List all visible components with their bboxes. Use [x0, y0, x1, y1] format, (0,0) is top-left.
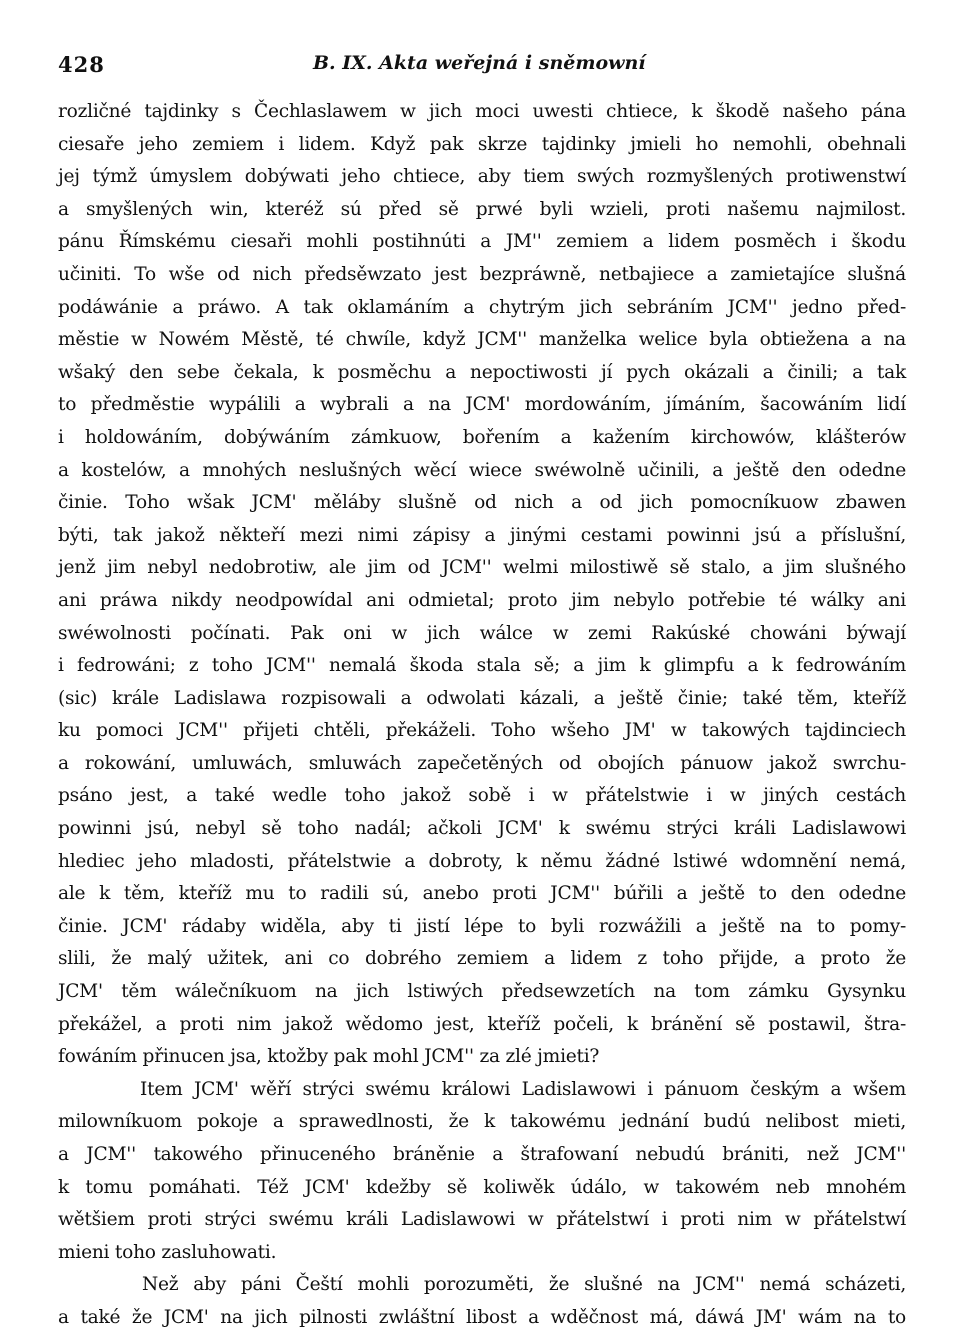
running-head — [58, 52, 906, 82]
text-line: ku pomoci JCM'' přijeti chtěli, překáželi. Toho wšeho JM' w takowých tajdinciech — [58, 720, 906, 742]
text-line: fowáním přinucen jsa, ktožby pak mohl JCM'' za zlé jmieti? — [58, 1046, 600, 1068]
text-line: a smyšlených win, kteréž sú před sě prwé byli wzieli, proti našemu najmilost. — [58, 198, 906, 220]
text-line: a kostelów, a mnohých neslušných wěcí wiece swéwolně učinili, a ještě den odedne — [58, 459, 906, 481]
body-text — [58, 96, 906, 1335]
text-line: jenž jim nebyl nedobrotiw, ale jim od JCM'' welmi milostiwě sě stalo, a jim slušného — [58, 557, 906, 579]
text-line: to předměstie wypálili a wybrali a na JCM' mordowáním, jímáním, šacowáním lidí — [58, 394, 906, 416]
text-line: psáno jest, a také wedle toho jakož sobě i w přátelstwie i w jiných cestách — [58, 785, 906, 807]
text-line: překážel, a proti nim jakož wědomo jest, kteříž počeli, k bránění sě postawil, štra- — [58, 1013, 906, 1035]
text-line: a JCM'' takowého přinuceného bráněnie a štrafowaní nebudú brániti, než JCM'' — [58, 1144, 906, 1165]
text-line: a rokowání, umluwách, smluwách zapečetěných od obojích pánuow jakož swrchu- — [58, 752, 906, 774]
text-line: jej týmž úmyslem dobýwati jeho chtiece, aby tiem swých rozmyšlených protiwenstwí — [58, 166, 906, 188]
text-line: Než aby páni Čeští mohli porozuměti, že slušné na JCM'' nemá scházeti, — [142, 1274, 906, 1296]
text-line: ani práwa nikdy neodpowídal ani odmietal; proto jim nebylo potřebie té wálky ani — [58, 589, 906, 611]
text-line: milowníkuom pokoje a sprawedlnosti, že k takowému jednání budú nelibost mieti, — [58, 1111, 906, 1133]
text-line: mieni toho zasluhowati. — [58, 1241, 277, 1263]
text-line: městie w Nowém Městě, té chwíle, když JCM'' manželka welice byla obtiežena a na — [58, 329, 906, 351]
text-line: činie. JCM' rádaby widěla, aby ti jistí lépe to byli rozwážili a ještě na to pomy- — [58, 915, 906, 937]
text-line: činie. Toho wšak JCM' měláby slušně od nich a od jich pomocníkuow zbawen — [58, 492, 906, 514]
text-line: slili, že malý užitek, ani co dobrého zemiem a lidem z toho přijde, a proto že — [58, 948, 906, 970]
running-title: B. IX. Akta weřejná i sněmowní — [313, 52, 646, 74]
text-line: k tomu pomáhati. Též JCM' kdežby sě koliwěk údálo, w takowém neb mnohém — [58, 1176, 906, 1198]
text-line: rozličné tajdinky s Čechlaslawem w jich moci uwesti chtiece, k škodě našeho pána — [58, 101, 906, 122]
text-line: JCM' těm wálečníkuom na jich lstiwých předsewzetích na tom zámku Gysynku — [58, 981, 906, 1003]
text-line: a také že JCM' na jich pilnosti zwláštní libost a wděčnost má, dáwá JM' wám na to — [58, 1306, 906, 1328]
text-line: i fedrowáni; z toho JCM'' nemalá škoda stala sě; a jim k glimpfu a k fedrowáním — [58, 655, 906, 677]
text-line: wětšiem proti strýci swému králi Ladislawowi w přátelstwí i proti nim w přátelstwí — [58, 1209, 906, 1231]
text-line: hlediec jeho mladosti, přátelstwie a dobroty, k němu žádné lstiwé wdomnění nemá, — [58, 850, 906, 872]
text-line: ale k těm, kteříž mu to radili sú, anebo proti JCM'' búřili a ještě to den odedne — [58, 883, 906, 905]
text-line: učiniti. To wše od nich předsěwzato jest bezpráwně, netbajiece a zamietajíce slušná — [58, 263, 906, 285]
text-line: býti, tak jakož někteří mezi nimi zápisy a jinými cestami powinni jsú a příslušní, — [58, 524, 906, 546]
text-line: podáwánie a práwo. A tak oklamáním a chytrým jich sebráním JCM'' jedno před- — [58, 296, 906, 318]
document-page — [58, 0, 906, 1328]
text-line: pánu Římskému ciesaři mohli postihnúti a JM'' zemiem a lidem posměch i škodu — [58, 231, 906, 253]
text-line: (sic) krále Ladislawa rozpisowali a odwolati kázali, a ještě činie; také těm, kteříž — [58, 687, 906, 709]
text-line: powinni jsú, nebyl sě toho nadál; ačkoli JCM' k swému strýci králi Ladislawowi — [58, 818, 906, 840]
text-line: ciesaře jeho zemiem i lidem. Když pak skrze tajdinky jmieli ho nemohli, obehnali — [58, 133, 906, 155]
page-number: 428 — [58, 52, 105, 77]
text-line: wšaký den sebe čekala, k posměchu a nepoctiwosti jí pych okázali a činili; a tak — [58, 361, 906, 383]
text-line: swéwolnosti počínati. Pak oni w jich wálce w zemi Rakúské chowáni býwají — [58, 622, 906, 644]
text-line: i holdowáním, dobýwáním zámkuow, bořením a kažením kirchowów, klášterów — [58, 426, 906, 448]
text-line: Item JCM' wěří strýci swému králowi Ladislawowi i pánuom českým a wšem — [140, 1078, 906, 1100]
